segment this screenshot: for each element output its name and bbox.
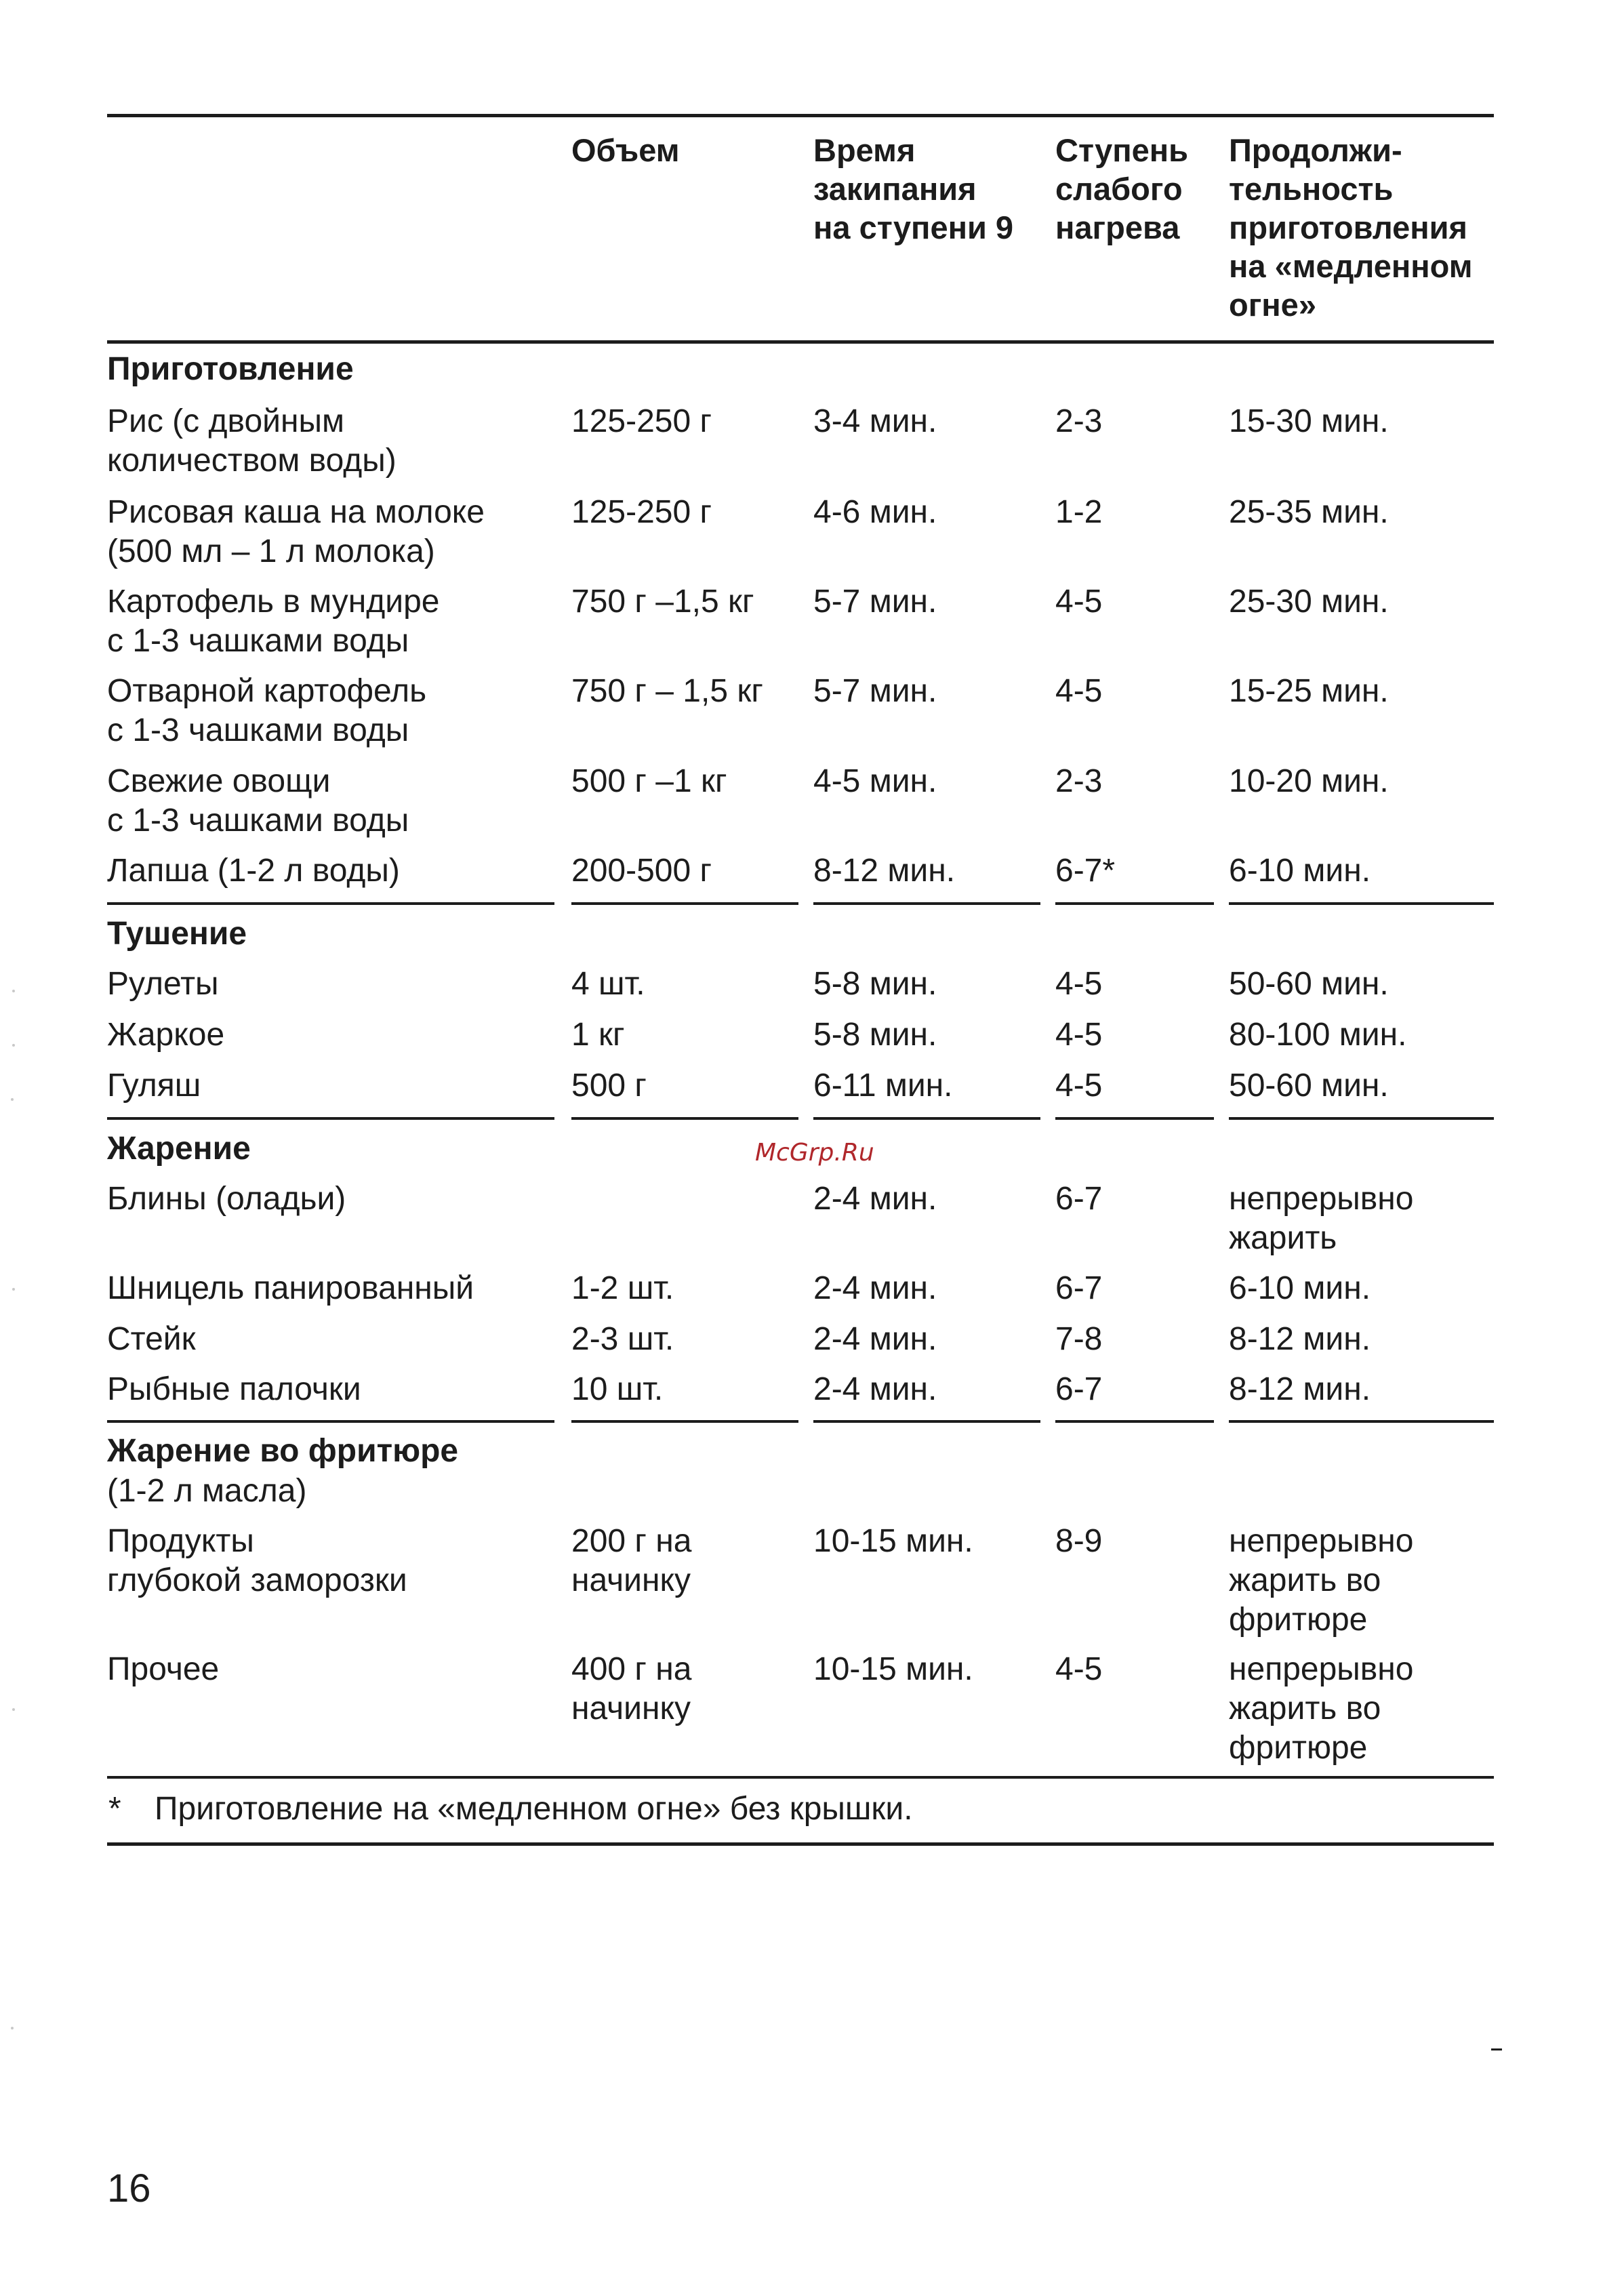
row-level: 2-3	[1055, 763, 1103, 799]
section-title-deepfry: Жарение во фритюре	[107, 1433, 459, 1469]
row-volume: 750 г –1,5 кг	[571, 584, 754, 620]
row-level: 6-7	[1055, 1371, 1103, 1407]
row-duration: 15-25 мин.	[1229, 673, 1389, 709]
row-level: 4-5	[1055, 673, 1103, 709]
row-duration: 50-60 мин.	[1229, 966, 1389, 1002]
section-divider	[107, 1117, 554, 1120]
section-divider	[813, 1117, 1040, 1120]
row-boil: 10-15 мин.	[813, 1651, 973, 1687]
scan-speck	[11, 1098, 14, 1101]
header-bottom-rule	[107, 340, 1494, 344]
row-duration: 6-10 мин.	[1229, 853, 1371, 889]
row-volume: 2-3 шт.	[571, 1321, 674, 1357]
scan-speck	[12, 1708, 15, 1711]
row-boil: 2-4 мин.	[813, 1181, 937, 1217]
row-name: Продукты глубокой заморозки	[107, 1523, 407, 1598]
table-top-rule	[107, 114, 1494, 117]
row-boil: 5-7 мин.	[813, 673, 937, 709]
row-level: 4-5	[1055, 1651, 1103, 1687]
row-boil: 10-15 мин.	[813, 1523, 973, 1559]
row-name: Отварной картофель с 1-3 чашками воды	[107, 673, 427, 748]
row-level: 1-2	[1055, 494, 1103, 530]
row-boil: 4-5 мин.	[813, 763, 937, 799]
row-boil: 2-4 мин.	[813, 1270, 937, 1306]
row-name: Рулеты	[107, 966, 219, 1002]
section-divider	[107, 1420, 554, 1423]
row-duration: непрерывно жарить	[1229, 1181, 1414, 1256]
row-volume: 125-250 г	[571, 403, 712, 439]
section-divider	[1229, 1420, 1494, 1423]
footnote-text: Приготовление на «медленном огне» без крышки.	[155, 1791, 913, 1827]
row-volume: 1-2 шт.	[571, 1270, 674, 1306]
scan-speck	[12, 1288, 15, 1291]
row-volume: 400 г на начинку	[571, 1651, 692, 1726]
row-boil: 5-8 мин.	[813, 1017, 937, 1053]
section-divider	[1055, 1420, 1214, 1423]
row-level: 6-7*	[1055, 853, 1116, 889]
row-duration: 80-100 мин.	[1229, 1017, 1407, 1053]
row-boil: 6-11 мин.	[813, 1068, 953, 1104]
page-number: 16	[107, 2166, 151, 2210]
section-divider	[1229, 902, 1494, 905]
scan-speck	[12, 990, 15, 992]
row-level: 4-5	[1055, 584, 1103, 620]
row-volume: 200 г на начинку	[571, 1523, 692, 1598]
row-name: Гуляш	[107, 1068, 201, 1104]
row-volume: 500 г –1 кг	[571, 763, 727, 799]
row-volume: 500 г	[571, 1068, 647, 1104]
scan-speck	[11, 2027, 14, 2029]
section-title-frying: Жарение	[107, 1131, 251, 1167]
section-divider	[107, 902, 554, 905]
header-volume: Объем	[571, 132, 680, 168]
row-level: 4-5	[1055, 966, 1103, 1002]
row-level: 2-3	[1055, 403, 1103, 439]
row-boil: 5-8 мин.	[813, 966, 937, 1002]
row-name: Шницель панированный	[107, 1270, 474, 1306]
row-volume: 4 шт.	[571, 966, 645, 1002]
row-level: 4-5	[1055, 1068, 1103, 1104]
header-duration: Продолжи- тельность приготовления на «медленном огне»	[1229, 132, 1473, 323]
footnote-top-rule	[107, 1776, 1494, 1779]
section-divider	[813, 902, 1040, 905]
row-level: 4-5	[1055, 1017, 1103, 1053]
row-volume: 10 шт.	[571, 1371, 664, 1407]
table-bottom-rule	[107, 1842, 1494, 1846]
section-divider	[571, 902, 798, 905]
row-name: Рыбные палочки	[107, 1371, 361, 1407]
section-title-cooking: Приготовление	[107, 351, 354, 387]
section-divider	[1055, 902, 1214, 905]
section-divider	[1055, 1117, 1214, 1120]
row-duration: 50-60 мин.	[1229, 1068, 1389, 1104]
section-divider	[813, 1420, 1040, 1423]
row-volume: 1 кг	[571, 1017, 625, 1053]
row-boil: 3-4 мин.	[813, 403, 937, 439]
row-duration: 8-12 мин.	[1229, 1371, 1371, 1407]
row-name: Картофель в мундире с 1-3 чашками воды	[107, 584, 440, 659]
header-heat-level: Ступень слабого нагрева	[1055, 132, 1189, 245]
row-level: 8-9	[1055, 1523, 1103, 1559]
row-duration: непрерывно жарить во фритюре	[1229, 1523, 1414, 1638]
row-name: Лапша (1-2 л воды)	[107, 853, 400, 889]
row-level: 6-7	[1055, 1181, 1103, 1217]
row-duration: 15-30 мин.	[1229, 403, 1389, 439]
row-duration: 25-35 мин.	[1229, 494, 1389, 530]
header-boil-time: Время закипания на ступени 9	[813, 132, 1014, 245]
row-level: 7-8	[1055, 1321, 1103, 1357]
section-subtitle-deepfry: (1-2 л масла)	[107, 1473, 307, 1509]
row-duration: 8-12 мин.	[1229, 1321, 1371, 1357]
row-volume: 125-250 г	[571, 494, 712, 530]
row-level: 6-7	[1055, 1270, 1103, 1306]
row-name: Блины (оладьи)	[107, 1181, 346, 1217]
row-boil: 8-12 мин.	[813, 853, 956, 889]
section-divider	[1229, 1117, 1494, 1120]
row-name: Рисовая каша на молоке (500 мл – 1 л молока)	[107, 494, 485, 569]
row-name: Рис (с двойным количеством воды)	[107, 403, 397, 479]
row-volume: 200-500 г	[571, 853, 712, 889]
scan-mark	[1491, 2048, 1502, 2050]
footnote-mark: *	[108, 1791, 121, 1827]
watermark: McGrp.Ru	[755, 1139, 874, 1167]
row-boil: 4-6 мин.	[813, 494, 937, 530]
row-duration: 10-20 мин.	[1229, 763, 1389, 799]
row-volume: 750 г – 1,5 кг	[571, 673, 763, 709]
row-duration: 6-10 мин.	[1229, 1270, 1371, 1306]
row-name: Стейк	[107, 1321, 196, 1357]
section-divider	[571, 1117, 798, 1120]
row-duration: 25-30 мин.	[1229, 584, 1389, 620]
row-boil: 2-4 мин.	[813, 1371, 937, 1407]
row-duration: непрерывно жарить во фритюре	[1229, 1651, 1414, 1766]
row-name: Свежие овощи с 1-3 чашками воды	[107, 763, 409, 839]
row-boil: 2-4 мин.	[813, 1321, 937, 1357]
scan-speck	[12, 1044, 15, 1047]
row-boil: 5-7 мин.	[813, 584, 937, 620]
row-name: Жаркое	[107, 1017, 225, 1053]
row-name: Прочее	[107, 1651, 220, 1687]
section-divider	[571, 1420, 798, 1423]
section-title-stewing: Тушение	[107, 916, 247, 952]
